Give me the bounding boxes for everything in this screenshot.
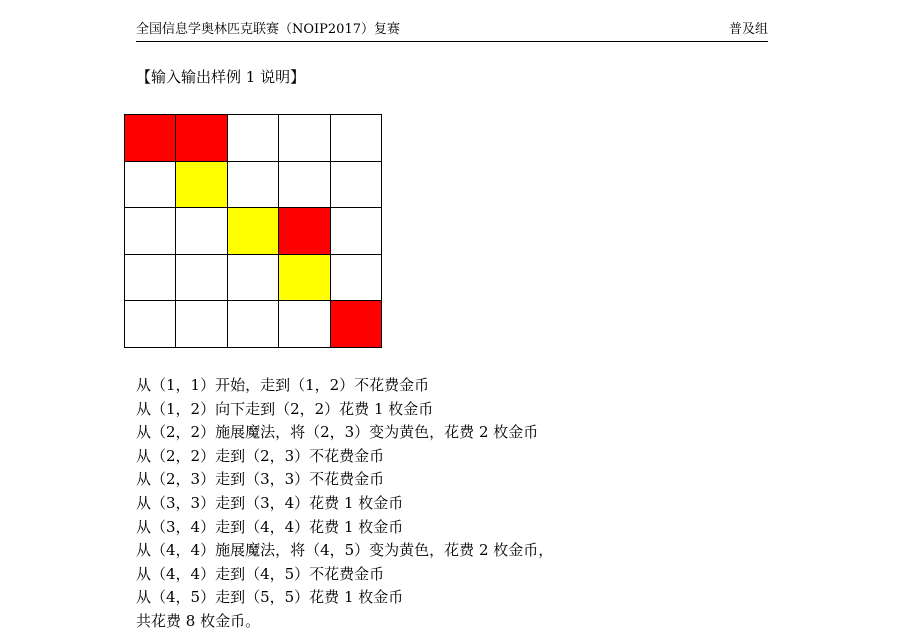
section-title: 【输入输出样例 1 说明】 xyxy=(136,68,306,86)
board-cell-3-5 xyxy=(331,208,382,255)
step-line: 从（4，4）走到（4，5）不花费金币 xyxy=(136,564,385,583)
header-group-label: 普及组 xyxy=(728,22,768,37)
board-cell-2-4 xyxy=(279,162,330,209)
board-cell-4-5 xyxy=(331,255,382,302)
board-cell-2-3 xyxy=(228,162,279,209)
board-cell-4-1 xyxy=(125,255,176,302)
board-cell-4-2 xyxy=(176,255,227,302)
board-cell-2-1 xyxy=(125,162,176,209)
board-cell-3-4 xyxy=(279,208,330,255)
board-cell-1-3 xyxy=(228,115,279,162)
board-cell-5-3 xyxy=(228,301,279,348)
board-cell-1-1 xyxy=(125,115,176,162)
board-cell-5-2 xyxy=(176,301,227,348)
step-line: 从（4，4）施展魔法，将（4，5）变为黄色，花费 2 枚金币， xyxy=(136,541,554,560)
step-line: 从（2，2）施展魔法，将（2，3）变为黄色，花费 2 枚金币 xyxy=(136,423,539,442)
step-line: 从（4，5）走到（5，5）花费 1 枚金币 xyxy=(136,588,404,607)
board-cell-5-4 xyxy=(279,301,330,348)
page-header xyxy=(136,22,768,42)
board-cell-5-1 xyxy=(125,301,176,348)
step-line: 从（3，3）走到（3，4）花费 1 枚金币 xyxy=(136,493,404,512)
board-cell-3-3 xyxy=(228,208,279,255)
step-line: 从（3，4）走到（4，4）花费 1 枚金币 xyxy=(136,517,404,536)
board-cell-1-5 xyxy=(331,115,382,162)
board-cell-4-4 xyxy=(279,255,330,302)
board-cell-1-4 xyxy=(279,115,330,162)
step-line: 共花费 8 枚金币。 xyxy=(136,611,261,630)
step-list xyxy=(136,374,553,634)
header-contest-title: 全国信息学奥林匹克联赛（NOIP2017）复赛 xyxy=(136,22,400,37)
step-line: 从（2，2）走到（2，3）不花费金币 xyxy=(136,446,385,465)
board-cell-1-2 xyxy=(176,115,227,162)
board-cell-2-5 xyxy=(331,162,382,209)
board-cell-4-3 xyxy=(228,255,279,302)
board-cell-3-1 xyxy=(125,208,176,255)
step-line: 从（1，2）向下走到（2，2）花费 1 枚金币 xyxy=(136,399,434,418)
board-cell-2-2 xyxy=(176,162,227,209)
step-line: 从（1，1）开始，走到（1，2）不花费金币 xyxy=(136,376,430,394)
board-cell-3-2 xyxy=(176,208,227,255)
board-cell-5-5 xyxy=(331,301,382,348)
board-grid xyxy=(124,114,382,348)
step-line: 从（2，3）走到（3，3）不花费金币 xyxy=(136,470,385,489)
